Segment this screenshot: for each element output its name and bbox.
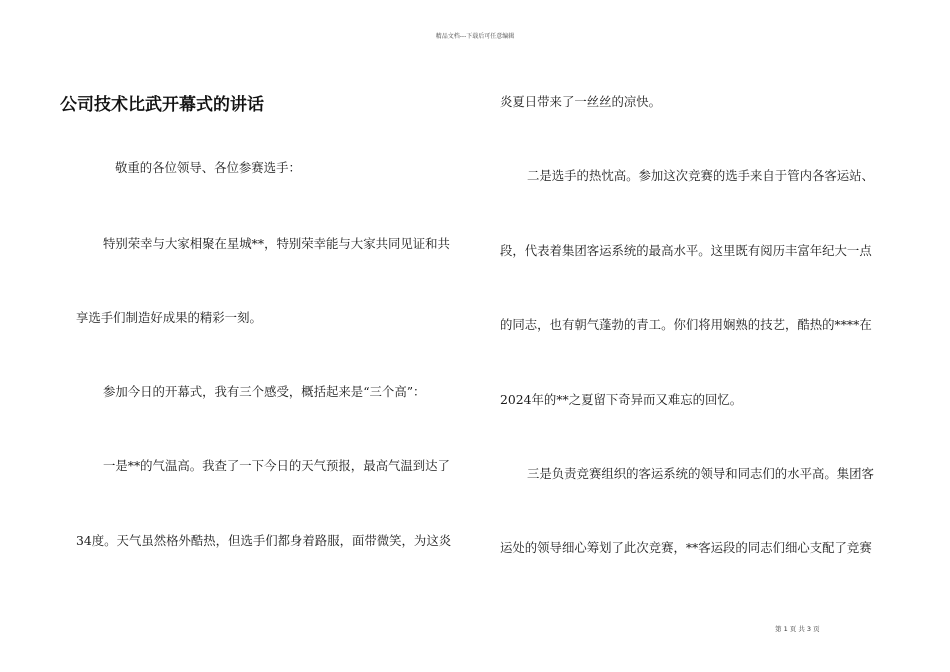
paragraph-line: 敬重的各位领导、各位参赛选手：	[115, 160, 301, 175]
paragraph-line: 34度。天气虽然格外酷热，但选手们都身着路服，面带微笑，为这炎	[76, 533, 452, 548]
paragraph-line: 享选手们制造好成果的精彩一刻。	[76, 310, 262, 325]
document-title: 公司技术比武开幕式的讲话	[60, 95, 264, 115]
paragraph-line: 段，代表着集团客运系统的最高水平。这里既有阅历丰富年纪大一点	[500, 243, 872, 258]
paragraph-line: 三是负责竞赛组织的客运系统的领导和同志们的水平高。集团客	[527, 466, 874, 481]
paragraph-line: 参加今日的开幕式，我有三个感受，概括起来是“三个高”：	[103, 384, 426, 399]
paragraph-line: 二是选手的热忱高。参加这次竞赛的选手来自于管内各客运站、	[527, 168, 874, 183]
paragraph-line: 2024年的**之夏留下奇异而又难忘的回忆。	[500, 392, 743, 407]
paragraph-line: 运处的领导细心筹划了此次竞赛，**客运段的同志们细心支配了竞赛	[500, 540, 872, 555]
paragraph-line: 一是**的气温高。我查了一下今日的天气预报，最高气温到达了	[103, 458, 450, 473]
header-note: 精品文档---下载后可任意编辑	[435, 33, 515, 40]
paragraph-line: 的同志，也有朝气蓬勃的青工。你们将用娴熟的技艺，酷热的****在	[500, 317, 872, 332]
page-number: 第 1 页 共 3 页	[775, 625, 820, 633]
paragraph-line: 炎夏日带来了一丝丝的凉快。	[500, 94, 662, 109]
paragraph-line: 特别荣幸与大家相聚在星城**，特别荣幸能与大家共同见证和共	[103, 236, 450, 251]
